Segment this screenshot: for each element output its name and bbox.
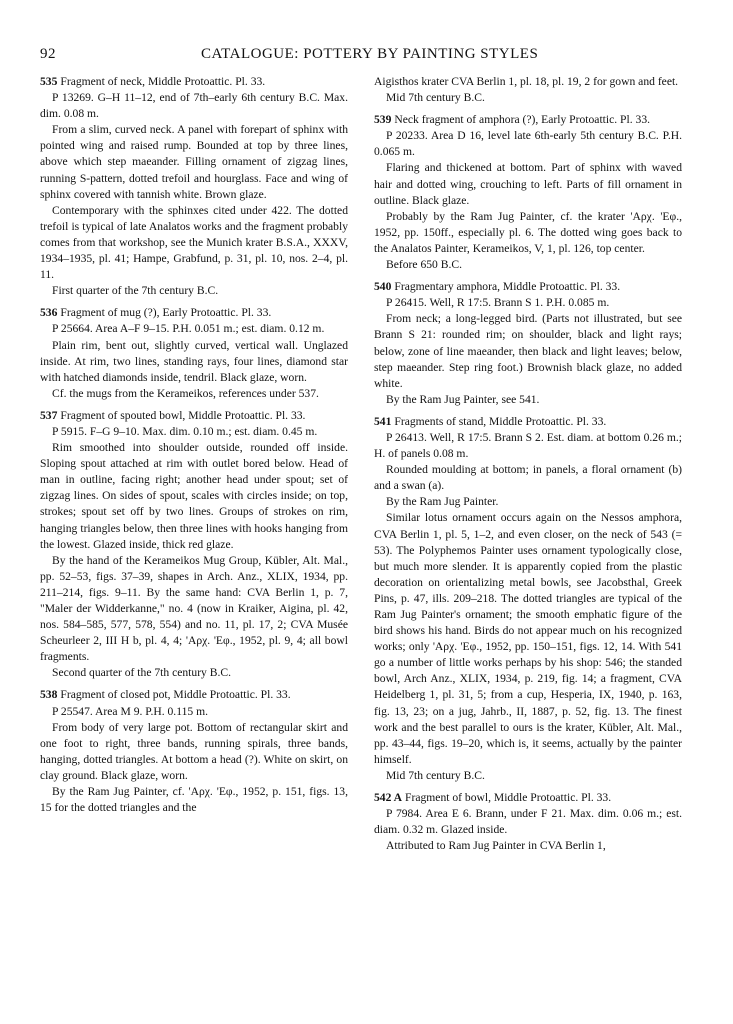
entry-title: Neck fragment of amphora (?), Early Protoattic. Pl. 33. (394, 113, 651, 127)
entry-paragraph: Second quarter of the 7th century B.C. (52, 666, 232, 680)
entry-heading (374, 112, 682, 128)
entry-paragraph: From body of very large pot. Bottom of rectangular skirt and one foot to right, three bands, running spirals, three bands, hanging, dotted triangles. At bottom a head (?). White on skirt, on clay ground. Black glaze, worn. (40, 720, 348, 782)
catalogue-entry-535 (40, 74, 348, 299)
entry-paragraph: P 25547. Area M 9. P.H. 0.115 m. (52, 704, 208, 718)
entry-paragraph: From neck; a long-legged bird. (Parts not illustrated, but see Brann S 21: rounded rim; on shoulder, black and light rays; below, zone of line maeander, then black and light leaves; below, step maeander. Step ring foot.) Brownish black glaze, no added white. (374, 312, 682, 390)
entry-paragraph: Probably by the Ram Jug Painter, cf. the krater 'Αρχ. 'Εφ., 1952, pp. 150ff., especially pl. 6. The dotted wing goes back to the Analatos Painter, Kerameikos, V, 1, pl. 126, top center. (374, 209, 682, 255)
entry-paragraph: Mid 7th century B.C. (386, 91, 485, 105)
entry-title: Fragment of neck, Middle Protoattic. Pl. 33. (60, 75, 266, 88)
entry-heading (374, 790, 682, 806)
entry-title: Fragmentary amphora, Middle Protoattic. Pl. 33. (394, 280, 621, 294)
entry-paragraph: By the hand of the Kerameikos Mug Group, Kübler, Alt. Mal., pp. 52–53, figs. 37–39, shapes in Arch. Anz., XLIX, 1934, pp. 211–214, figs. 9–11. By the same hand: CVA Berlin 1, p. 7, "Maler der Widderkanne," no. 4 (now in Kraiker, Aigina, pl. 42, nos. 584–585, 577, 578, 554) and no. 11, pl. 17, 2; CVA Musée Scheurleer 2, III H b, pl. 4, 4; 'Αρχ. 'Εφ., 1952, pl. 9, 4; all bowl fragments. (40, 553, 348, 664)
entry-heading (40, 687, 348, 703)
entry-paragraph: From a slim, curved neck. A panel with forepart of sphinx with pointed wing and raised rump. Bounded at top by three lines, above which step maeander. Filling ornament of zigzag lines, running S-pattern, dotted trefoil and hourglass. Face and wing of sphinx covered with tannish white. Brown glaze. (40, 123, 348, 201)
entry-number: 535 (40, 75, 58, 88)
entry-heading (40, 74, 348, 90)
entry-title: Fragment of mug (?), Early Protoattic. Pl. 33. (60, 306, 272, 320)
entry-paragraph: Before 650 B.C. (386, 258, 462, 272)
entry-number: 540 (374, 280, 392, 294)
entry-title: Fragment of bowl, Middle Protoattic. Pl. 33. (405, 791, 612, 805)
entry-paragraph: Rounded moulding at bottom; in panels, a floral ornament (b) and a swan (a). (374, 463, 682, 493)
catalogue-entry-536 (40, 305, 348, 402)
continued-paragraph: Aigisthos krater CVA Berlin 1, pl. 18, pl. 19, 2 for gown and feet. (374, 75, 679, 88)
entry-paragraph: P 13269. G–H 11–12, end of 7th–early 6th century B.C. Max. dim. 0.08 m. (40, 91, 348, 121)
entry-538-continuation (374, 74, 682, 106)
entry-paragraph: Flaring and thickened at bottom. Part of sphinx with waved hair and dotted wing, crouching to left. Parts of fill ornament in outline. Black glaze. (374, 161, 682, 207)
entry-paragraph: P 25664. Area A–F 9–15. P.H. 0.051 m.; est. diam. 0.12 m. (52, 322, 325, 336)
entry-number: 538 (40, 688, 58, 702)
catalogue-entry-542a (374, 790, 682, 854)
entry-paragraph: P 26413. Well, R 17:5. Brann S 2. Est. diam. at bottom 0.26 m.; H. of panels 0.08 m. (374, 430, 682, 461)
entry-paragraph: Similar lotus ornament occurs again on the Nessos amphora, CVA Berlin 1, pl. 5, 1–2, and even closer, on the neck of 543 (= 53). The Polyphemos Painter uses ornament typologically close, but much more slender. It is apparently copied from the plastic decoration on orientalizing metal bowls, see Jacobsthal, Greek Pins, p. 47, ills. 209–218. The dotted triangles are typical of the Ram Jug Painter's ornament; the smooth emphatic figure of the bird shows his hand. Birds do not appear much on his recognized works; only 'Αρχ. 'Εφ., 1952, pp. 150–151, figs. 12, 14. With 541 go a number of little works perhaps by his shop: 546; the standed bowl, Arch Anz., XLIX, 1934, p. 219, fig. 14; a fragment, CVA Heidelberg 1, pl. 31, 5; from a cup, Hesperia, IX, 1940, p. 163, fig. 13, 23; on a jug, Jahrb., II, 1887, p. 52, fig. 13. The finest work and the best parallel to ours is the krater, Kübler, Alt. Mal., pp. 43–44, figs. 19–20, which is, it seems, actually by the painter himself. (374, 511, 682, 766)
entry-paragraph: P 7984. Area E 6. Brann, under F 21. Max. dim. 0.06 m.; est. diam. 0.32 m. Glazed inside. (374, 807, 682, 837)
entry-paragraph: By the Ram Jug Painter, cf. 'Αρχ. 'Εφ., 1952, p. 151, figs. 13, 15 for the dotted triangles and the (40, 785, 348, 815)
page-number: 92 (40, 46, 56, 62)
entry-paragraph: Mid 7th century B.C. (386, 768, 485, 782)
entry-paragraph: By the Ram Jug Painter, see 541. (386, 392, 540, 406)
entry-paragraph: Cf. the mugs from the Kerameikos, references under 537. (52, 386, 319, 400)
entry-heading (374, 414, 682, 430)
entry-paragraph: Rim smoothed into shoulder outside, rounded off inside. Sloping spout attached at rim with outlet bored below. Head of man in outline, facing right; another head under spout; set of zigzag lines. On sides of spout, scales with circles inside; on top, strokes; spout set off by two lines. Groups of strokes on rim, hanging triangles below, then three lines with hooks hanging from the lowest. Glazed inside, thick red glaze. (40, 441, 348, 551)
entry-paragraph: P 20233. Area D 16, level late 6th-early 5th century B.C. P.H. 0.065 m. (374, 129, 682, 159)
entry-paragraph: P 26415. Well, R 17:5. Brann S 1. P.H. 0.085 m. (386, 296, 610, 310)
entry-number: 542 A (374, 791, 403, 805)
entry-heading (40, 305, 348, 321)
catalogue-entry-540 (374, 279, 682, 408)
catalogue-entry-537 (40, 408, 348, 682)
entry-title: Fragment of spouted bowl, Middle Protoattic. Pl. 33. (60, 408, 306, 422)
entry-paragraph: Plain rim, bent out, slightly curved, vertical wall. Unglazed inside. At rim, two lines, standing rays, four lines, diamond star with hatched diamonds inside, tendril. Black glaze, worn. (40, 338, 348, 384)
left-column (40, 74, 348, 1014)
entry-number: 536 (40, 306, 58, 320)
entry-paragraph: Attributed to Ram Jug Painter in CVA Berlin 1, (386, 839, 606, 853)
entry-title: Fragment of closed pot, Middle Protoattic. Pl. 33. (60, 688, 291, 702)
entry-number: 537 (40, 408, 58, 422)
entry-heading (40, 408, 348, 424)
entry-paragraph: First quarter of the 7th century B.C. (52, 284, 219, 298)
catalogue-entry-538 (40, 687, 348, 816)
right-column (374, 74, 682, 1014)
entry-title: Fragments of stand, Middle Protoattic. Pl. 33. (394, 414, 607, 428)
catalogue-entry-541 (374, 414, 682, 784)
entry-number: 539 (374, 113, 392, 127)
entry-paragraph: By the Ram Jug Painter. (386, 495, 499, 509)
entry-paragraph: Contemporary with the sphinxes cited under 422. The dotted trefoil is typical of late Analatos works and the fragment probably comes from that workshop, see the Munich krater B.S.A., XXXV, 1934–1935, pl. 41; Hampe, Grabfund, p. 31, pl. 10, nos. 2–4, pl. 11. (40, 203, 348, 282)
entry-heading (374, 279, 682, 295)
running-title: CATALOGUE: POTTERY BY PAINTING STYLES (201, 46, 539, 62)
entry-number: 541 (374, 414, 392, 428)
running-header (40, 46, 693, 68)
entry-paragraph: P 5915. F–G 9–10. Max. dim. 0.10 m.; est. diam. 0.45 m. (52, 424, 318, 438)
catalogue-entry-539 (374, 112, 682, 273)
